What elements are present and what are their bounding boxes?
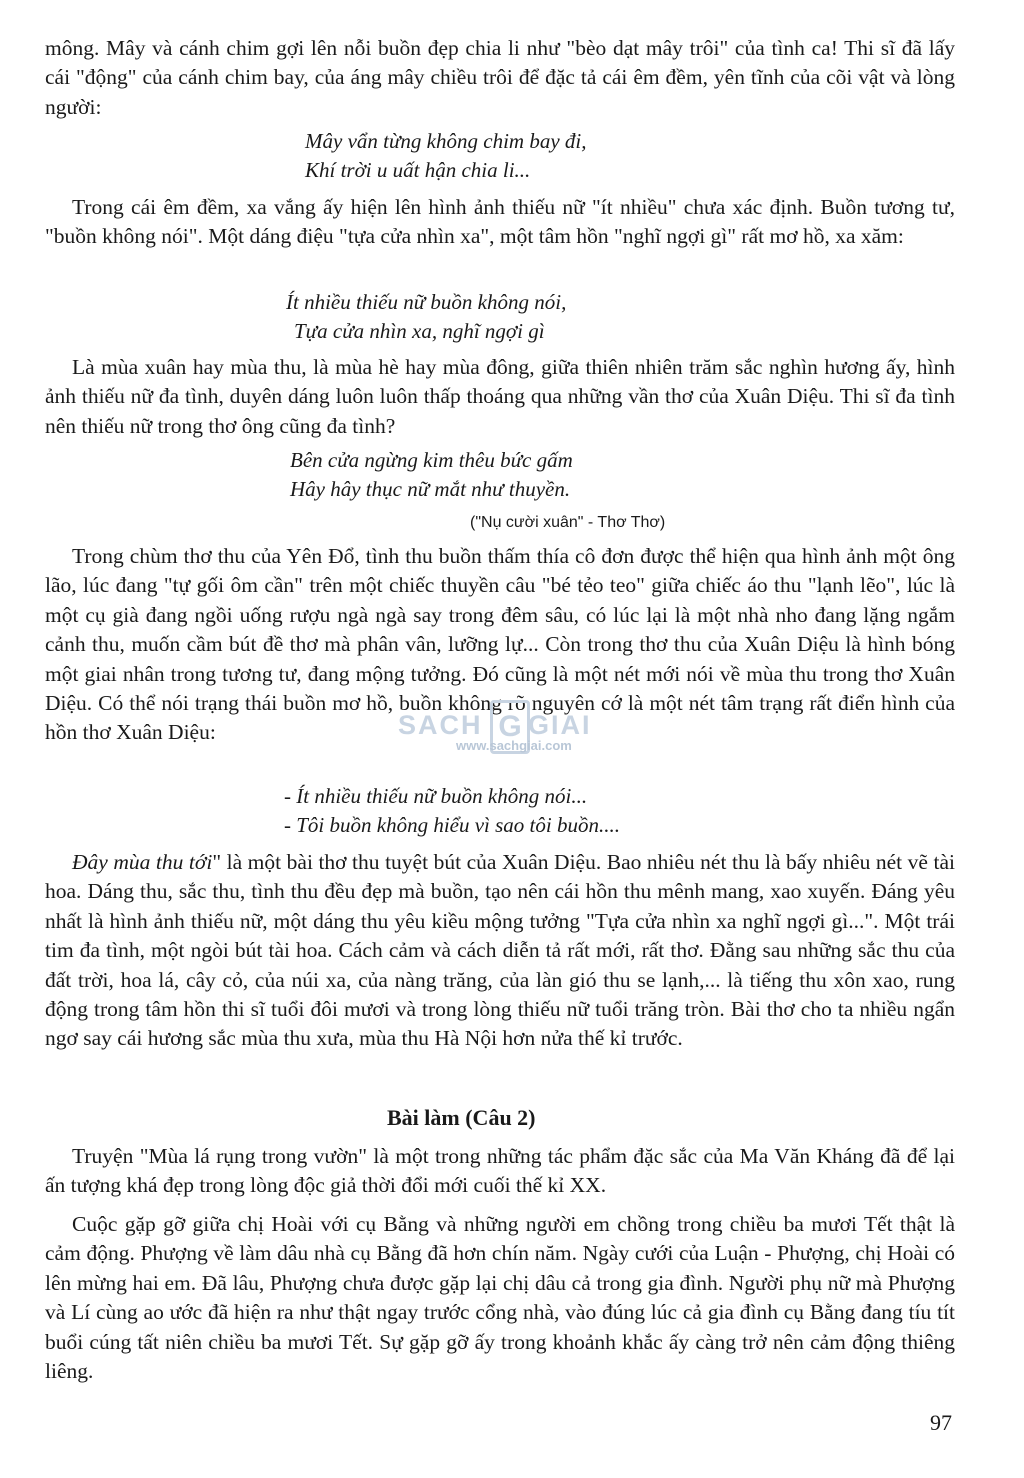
poem-line: Ít nhiều thiếu nữ buồn không nói,: [286, 290, 567, 314]
watermark-text-right: GIAI: [528, 710, 592, 740]
paragraph-3: Là mùa xuân hay mùa thu, là mùa hè hay mùa đông, giữa thiên nhiên trăm sắc nghìn hương ấy, hình ảnh thiếu nữ đa tình, duyên dáng luôn luôn thấp thoáng qua những vần thơ của Xuân Diệu. Thi sĩ đa tình nên thiếu nữ trong thơ ông cũng đa tình?: [45, 355, 955, 438]
paragraph-4: Trong chùm thơ thu của Yên Đổ, tình thu buồn thấm thía cô đơn được thể hiện qua hình ảnh một ông lão, lúc đang "tự gối ôm cần" trên một chiếc thuyền câu "bé tẻo teo" giữa chiếc áo thu "lạnh lẽo", lúc là một cụ già đang ngồi uống rượu ngà ngà say trong đêm sâu, có lúc lại là một nhà nho đang lặng ngắm cảnh thu, muốn cầm bút đề thơ mà phân vân, lưỡng lự... Còn trong thơ thu của Xuân Diệu là hình bóng một giai nhân trong tương tư, đang mộng tưởng. Đó cũng là một nét mới nói về mùa thu trong thơ Xuân Diệu. Có thể nói trạng thái buồn mơ hồ, buồn không rõ nguyên cớ là một nét tâm trạng rất điển hình của hồn thơ Xuân Diệu:: [45, 544, 955, 745]
poem-line: - Ít nhiều thiếu nữ buồn không nói...: [284, 784, 588, 808]
poem-line: Tựa cửa nhìn xa, nghĩ ngợi gì: [294, 319, 545, 343]
section-heading: Bài làm (Câu 2): [387, 1105, 536, 1130]
poem-line: Bên cửa ngừng kim thêu bức gấm: [290, 448, 573, 472]
page-number: 97: [930, 1410, 952, 1435]
poem-line: Mây vẩn từng không chim bay đi,: [305, 129, 587, 153]
poem-quote-3: [290, 446, 573, 504]
paragraph-1: mông. Mây và cánh chim gợi lên nỗi buồn đẹp chia li như "bèo dạt mây trôi" của tình ca! Thi sĩ đã lấy cái "động" của cánh chim bay, của áng mây chiều trôi để đặc tả cái êm đềm, yên tĩnh của cõi vật và lòng người:: [45, 36, 955, 119]
watermark-text-left: SACH: [398, 710, 483, 740]
poem-line: Hây hây thục nữ mắt như thuyền.: [290, 477, 571, 501]
paragraph-text: " là một bài thơ thu tuyệt bút của Xuân Diệu. Bao nhiêu nét thu là bấy nhiêu nét vẽ tài hoa. Dáng thu, sắc thu, tình thu đều đẹp mà buồn, tạo nên cái hồn thu mênh mang, xao xuyến. Đáng yêu nhất là hình ảnh thiếu nữ, một dáng thu yêu kiều mộng tưởng "Tựa cửa nhìn xa nghĩ ngợi gì...". Một trái tim đa tình, một ngòi bút tài hoa. Cách cảm và cách diễn tả rất mới, rất thơ. Đằng sau những sắc thu của đất trời, hoa lá, cây cỏ, của núi xa, của nàng trăng, của làn gió thu se lạnh,... là tiếng thu xôn xao, rung động trong tâm hồn thi sĩ tuổi đôi mươi và trong lòng thiếu nữ tuổi trăng tròn. Bài thơ cho ta nhiều ngẩn ngơ say cái hương sắc mùa thu xưa, mùa thu Hà Nội hơn nửa thế kỉ trước.: [45, 850, 955, 1051]
poem-quote-2: [286, 288, 566, 346]
poem-title: Đây mùa thu tới: [72, 850, 213, 874]
paragraph-6: Truyện "Mùa lá rụng trong vườn" là một trong những tác phẩm đặc sắc của Ma Văn Kháng đã để lại ấn tượng khá đẹp trong lòng độc giả thời đổi mới cuối thế kỉ XX.: [45, 1144, 955, 1198]
paragraph-5: [45, 848, 955, 1054]
watermark-url: www.sachgiai.com: [456, 738, 572, 753]
poem-quote-1: [305, 127, 586, 185]
poem-line: - Tôi buồn không hiểu vì sao tôi buồn....: [284, 813, 620, 837]
poem-line: Khí trời u uất hận chia li...: [305, 158, 531, 182]
poem-quote-4: [284, 782, 620, 840]
paragraph-7: Cuộc gặp gỡ giữa chị Hoài với cụ Bằng và những người em chồng trong chiều ba mươi Tết thật là cảm động. Phượng về làm dâu nhà cụ Bằng đã hơn chín năm. Ngày cưới của Luận - Phượng, chị Hoài có lên mừng hai em. Đã lâu, Phượng chưa được gặp lại chị dâu cả trong gia đình. Người phụ nữ mà Phượng và Lí cùng ao ước đã hiện ra như thật ngay trước cổng nhà, vào đúng lúc cả gia đình cụ Bằng đang tíu tít buổi cúng tất niên chiều ba mươi Tết. Sự gặp gỡ ấy trong khoảnh khắc ấy càng trở nên cảm động thiêng liêng.: [45, 1212, 955, 1384]
poem-source: ("Nụ cười xuân" - Thơ Thơ): [470, 514, 666, 531]
paragraph-2: Trong cái êm đềm, xa vắng ấy hiện lên hình ảnh thiếu nữ "ít nhiều" chưa xác định. Buồn tương tư, "buồn không nói". Một dáng điệu "tựa cửa nhìn xa", một tâm hồn "nghĩ ngợi gì" rất mơ hồ, xa xăm:: [45, 195, 955, 249]
watermark-mark: G: [490, 700, 530, 754]
